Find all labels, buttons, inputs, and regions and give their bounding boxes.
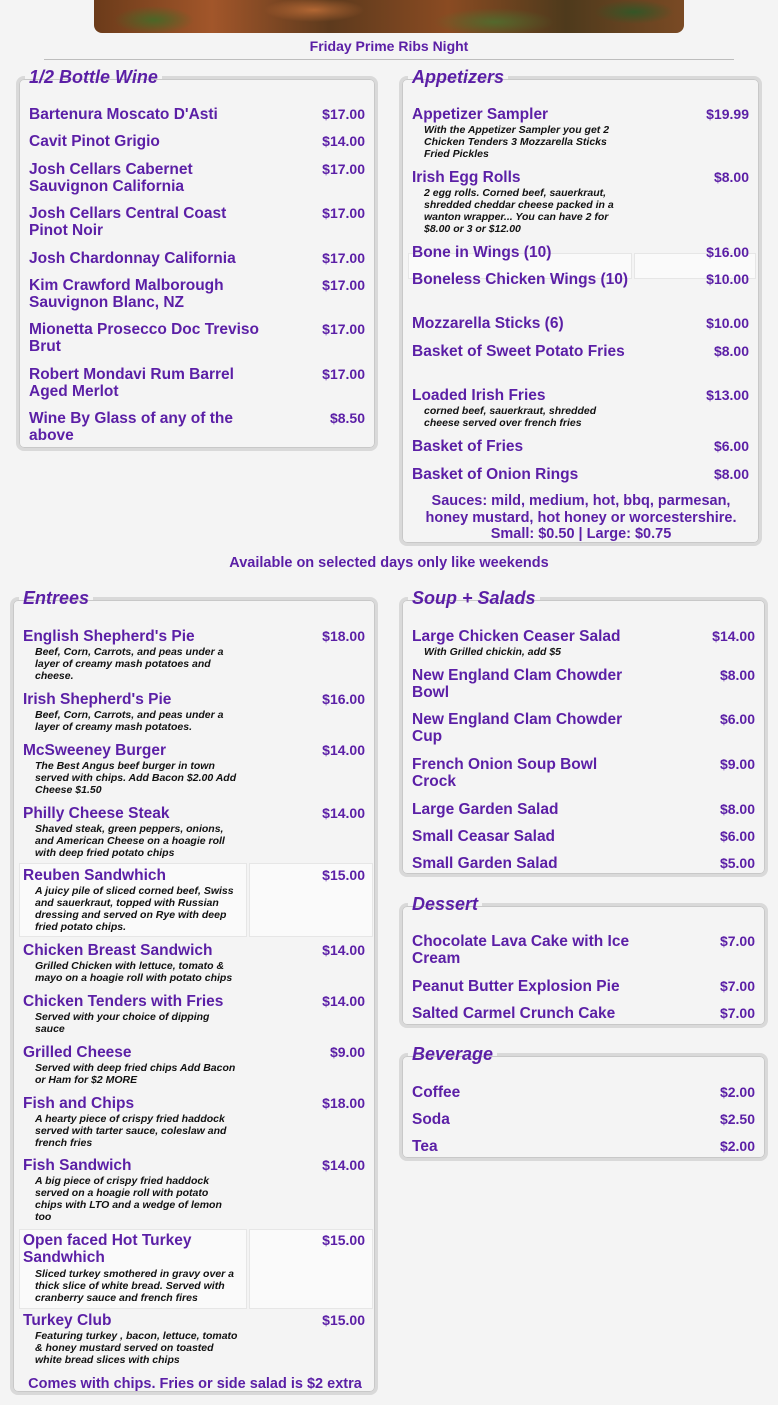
item-price: $14.00 [322,133,365,149]
item-name: Irish Shepherd's Pie [23,691,172,708]
section-title: Soup + Salads [412,588,536,608]
item-price: $2.00 [719,1084,755,1100]
item-description: A hearty piece of crispy fried haddock served with tarter sauce, coleslaw and french fries [35,1113,227,1149]
item-price: $6.00 [713,438,749,454]
item-price: $9.00 [719,756,755,772]
item-name: Appetizer Sampler [412,106,549,123]
item-price: $5.00 [719,855,755,871]
item-price: $15.00 [322,1312,365,1328]
divider [44,59,734,60]
item-price: $8.50 [329,410,365,426]
item-name: Josh Cellars Cabernet Sauvignon California [29,161,193,195]
item-name: Tea [412,1138,438,1155]
item-description: A big piece of crispy fried haddock served on a hoagie roll with potato chips with LTO and a wedge of lemon too [35,1175,222,1223]
item-price: $17.00 [322,250,365,266]
item-description: corned beef, sauerkraut, shredded cheese served over french fries [424,405,597,429]
item-description: The Best Angus beef burger in town served with chips. Add Bacon $2.00 Add Cheese $1.50 [35,760,237,796]
availability-note: Available on selected days only like weekends [229,555,549,571]
item-name: Basket of Fries [412,438,524,455]
item-description: Beef, Corn, Carrots, and peas under a layer of creamy mash potatoes. [35,709,224,733]
item-price: $18.00 [322,628,365,644]
item-name: Chicken Breast Sandwich [23,942,213,959]
special-subtitle: Friday Prime Ribs Night [309,38,469,54]
item-name: Mionetta Prosecco Doc Treviso Brut [29,321,259,355]
item-price: $14.00 [322,942,365,958]
item-name: McSweeney Burger [23,742,166,759]
item-price: $6.00 [719,711,755,727]
item-name: Josh Cellars Central Coast Pinot Noir [29,205,227,239]
item-name: New England Clam Chowder Bowl [412,667,623,701]
hero-food-image [94,0,684,33]
item-description: With Grilled chickin, add $5 [424,646,562,658]
item-price: $8.00 [713,169,749,185]
item-description: Served with your choice of dipping sauce [35,1011,210,1035]
item-name: French Onion Soup Bowl Crock [412,756,598,790]
item-name: Large Chicken Ceaser Salad [412,628,621,645]
section-appetizers [399,67,762,546]
item-name: Irish Egg Rolls [412,169,521,186]
item-name: Basket of Onion Rings [412,466,579,483]
item-name: English Shepherd's Pie [23,628,195,645]
section-beverage [399,1044,768,1161]
item-price: $8.00 [713,466,749,482]
item-name: Coffee [412,1084,461,1101]
item-price: $8.00 [719,801,755,817]
item-price: $17.00 [322,161,365,177]
item-description: Grilled Chicken with lettuce, tomato & mayo on a hoagie roll with potato chips [35,960,233,984]
item-name: Loaded Irish Fries [412,387,546,404]
item-price: $14.00 [322,993,365,1009]
item-name: Soda [412,1111,450,1128]
item-price: $18.00 [322,1095,365,1111]
section-title: Entrees [23,588,90,608]
item-price: $7.00 [719,933,755,949]
item-name: Small Ceasar Salad [412,828,556,845]
item-name: Salted Carmel Crunch Cake [412,1005,616,1022]
item-name: Robert Mondavi Rum Barrel Aged Merlot [29,366,234,400]
item-price: $16.00 [322,691,365,707]
item-price: $8.00 [719,667,755,683]
item-name: Bartenura Moscato D'Asti [29,106,218,123]
section-title: 1/2 Bottle Wine [29,67,158,87]
sauces-note: Sauces: mild, medium, hot, bbq, parmesan, honey mustard, hot honey or worcestershire. Small: $0.50 | Large: $0.75 [425,493,737,542]
item-price: $19.99 [706,106,749,122]
section-wine [16,67,378,451]
item-price: $13.00 [706,387,749,403]
item-description: 2 egg rolls. Corned beef, sauerkraut, shredded cheddar cheese packed in a wanton wrapper... You can have 2 for $8.00 or 3 or $12.00 [424,187,614,235]
section-title: Dessert [412,894,479,914]
item-price: $2.00 [719,1138,755,1154]
item-description: Shaved steak, green peppers, onions, and American Cheese on a hoagie roll with deep fried potato chips [35,823,225,859]
item-price: $14.00 [322,742,365,758]
item-price: $6.00 [719,828,755,844]
item-price: $7.00 [719,1005,755,1021]
item-name: Small Garden Salad [412,855,558,872]
item-name: Turkey Club [23,1312,112,1329]
item-price: $15.00 [322,867,365,883]
item-name: Open faced Hot Turkey Sandwhich [23,1232,192,1266]
section-dessert [399,894,768,1028]
item-name: Kim Crawford Malborough Sauvignon Blanc, NZ [29,277,224,311]
item-price: $14.00 [712,628,755,644]
item-description: Sliced turkey smothered in gravy over a thick slice of white bread. Served with cranberry sauce and french fires [35,1268,234,1304]
item-description: With the Appetizer Sampler you get 2 Chicken Tenders 3 Mozzarella Sticks Fried Pickles [424,124,610,160]
item-price: $2.50 [719,1111,755,1127]
item-price: $17.00 [322,366,365,382]
item-price: $14.00 [322,805,365,821]
item-name: Bone in Wings (10) [412,244,552,261]
item-price: $16.00 [706,244,749,260]
item-name: Mozzarella Sticks (6) [412,315,564,332]
item-description: Served with deep fried chips Add Bacon or Ham for $2 MORE [35,1062,236,1086]
sides-note: Comes with chips. Fries or side salad is $2 extra [28,1376,362,1392]
item-description: Beef, Corn, Carrots, and peas under a layer of creamy mash potatoes and cheese. [35,646,224,682]
item-name: Philly Cheese Steak [23,805,170,822]
item-name: Chocolate Lava Cake with Ice Cream [412,933,630,967]
item-price: $15.00 [322,1232,365,1248]
item-name: Large Garden Salad [412,801,559,818]
item-name: Grilled Cheese [23,1044,132,1061]
item-name: New England Clam Chowder Cup [412,711,623,745]
section-title: Appetizers [412,67,505,87]
item-name: Chicken Tenders with Fries [23,993,224,1010]
item-name: Peanut Butter Explosion Pie [412,978,620,995]
section-soup-salads [399,588,768,877]
item-price: $8.00 [713,343,749,359]
item-name: Wine By Glass of any of the above [29,410,233,444]
item-price: $7.00 [719,978,755,994]
item-price: $17.00 [322,277,365,293]
item-name: Basket of Sweet Potato Fries [412,343,625,360]
item-price: $10.00 [706,315,749,331]
item-name: Reuben Sandwhich [23,867,166,884]
item-name: Boneless Chicken Wings (10) [412,271,629,288]
item-price: $9.00 [329,1044,365,1060]
item-name: Fish and Chips [23,1095,135,1112]
item-price: $14.00 [322,1157,365,1173]
item-name: Fish Sandwich [23,1157,132,1174]
item-price: $17.00 [322,321,365,337]
item-description: A juicy pile of sliced corned beef, Swiss and sauerkraut, topped with Russian dressing and served on Rye with deep fried potato chips. [35,885,234,933]
item-price: $17.00 [322,106,365,122]
item-description: Featuring turkey , bacon, lettuce, tomato & honey mustard served on toasted white bread slices with chips [35,1330,238,1366]
item-name: Josh Chardonnay California [29,250,236,267]
item-price: $17.00 [322,205,365,221]
item-price: $10.00 [706,271,749,287]
item-name: Cavit Pinot Grigio [29,133,160,150]
section-entrees [10,588,378,1395]
section-title: Beverage [412,1044,494,1064]
